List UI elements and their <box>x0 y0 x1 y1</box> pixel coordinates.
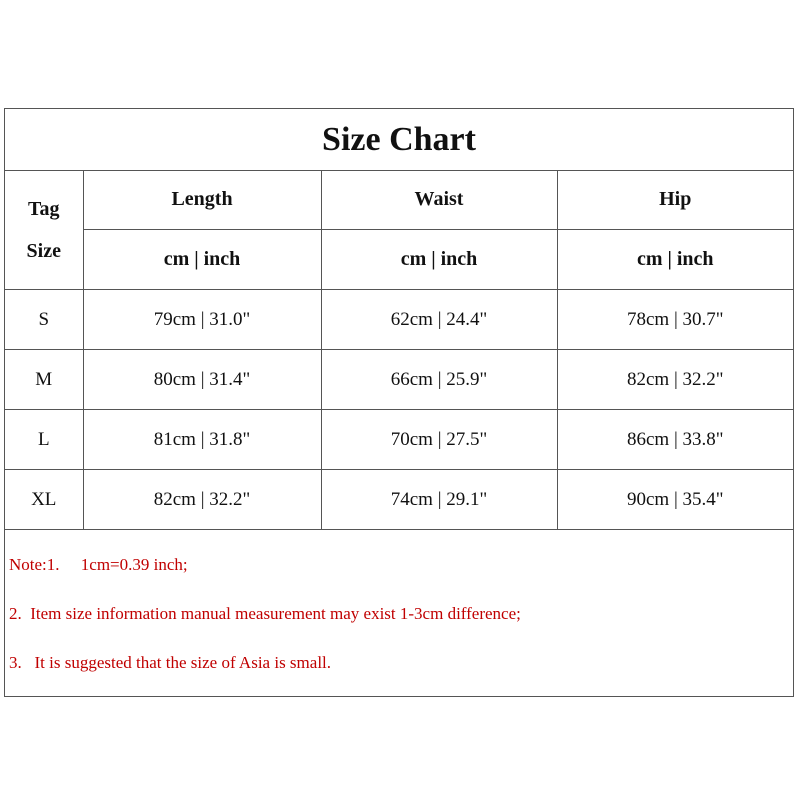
unit-hip: cm | inch <box>557 230 793 290</box>
hip-cell: 90cm | 35.4" <box>557 470 793 530</box>
hip-cell: 78cm | 30.7" <box>557 290 793 350</box>
size-cell: S <box>5 290 83 350</box>
length-cell: 82cm | 32.2" <box>83 470 321 530</box>
column-header-length: Length <box>83 170 321 230</box>
tag-size-header <box>5 170 83 290</box>
table-row <box>5 470 793 530</box>
hip-cell: 82cm | 32.2" <box>557 350 793 410</box>
column-header-waist: Waist <box>321 170 557 230</box>
length-cell: 81cm | 31.8" <box>83 410 321 470</box>
note-1: Note:1. 1cm=0.39 inch; <box>9 555 188 574</box>
table-row <box>5 290 793 350</box>
unit-waist: cm | inch <box>321 230 557 290</box>
size-label: Size <box>26 239 61 262</box>
column-header-hip: Hip <box>557 170 793 230</box>
length-cell: 79cm | 31.0" <box>83 290 321 350</box>
table-row <box>5 410 793 470</box>
size-cell: XL <box>5 470 83 530</box>
note-3: 3. It is suggested that the size of Asia is small. <box>9 653 332 672</box>
unit-length: cm | inch <box>83 230 321 290</box>
size-cell: L <box>5 410 83 470</box>
note-2: 2. Item size information manual measurement may exist 1-3cm difference; <box>9 604 521 623</box>
size-table <box>5 170 793 530</box>
size-chart <box>4 108 794 697</box>
tag-label: Tag <box>27 197 60 220</box>
size-cell: M <box>5 350 83 410</box>
waist-cell: 74cm | 29.1" <box>321 470 557 530</box>
waist-cell: 66cm | 25.9" <box>321 350 557 410</box>
unit-row <box>5 230 793 290</box>
hip-cell: 86cm | 33.8" <box>557 410 793 470</box>
waist-cell: 70cm | 27.5" <box>321 410 557 470</box>
waist-cell: 62cm | 24.4" <box>321 290 557 350</box>
table-row <box>5 350 793 410</box>
chart-title: Size Chart <box>5 109 793 171</box>
length-cell: 80cm | 31.4" <box>83 350 321 410</box>
header-row <box>5 170 793 230</box>
